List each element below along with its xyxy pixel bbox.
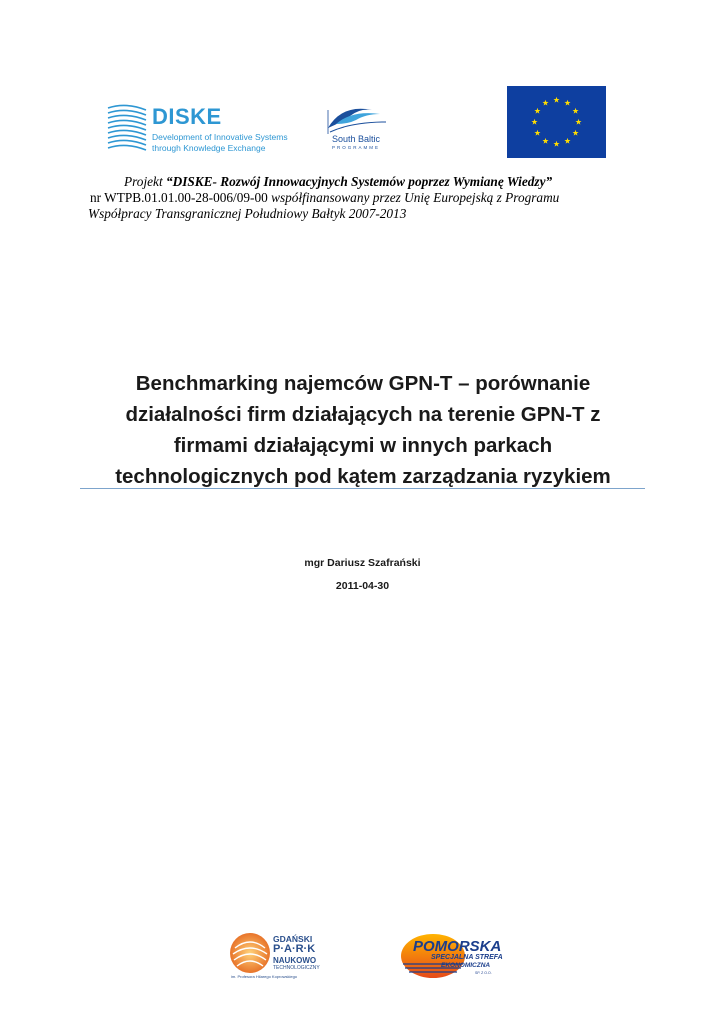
project-cofinanced: współfinansowany przez Unię Europejską z Programu: [271, 190, 560, 205]
project-line-3: [88, 206, 406, 222]
project-prefix: Projekt: [124, 174, 166, 189]
eu-star-icon: [575, 119, 581, 125]
title-line-3: firmami działającymi w innych parkach: [173, 434, 553, 457]
project-number: nr WTPB.01.01.00-28-006/09-00: [90, 190, 272, 205]
gpnt-line-5: im. Profesora Hilarego Koprowskiego: [231, 974, 298, 979]
gpnt-line-4: TECHNOLOGICZNY: [273, 965, 320, 971]
title-line-4: technologicznych pod kątem zarządzania ryzykiem: [115, 465, 611, 488]
eu-star-icon: [534, 108, 540, 114]
gpnt-line-1: GDAŃSKI: [273, 934, 313, 944]
diske-wave-icon: [106, 104, 148, 154]
eu-star-icon: [531, 119, 537, 125]
psse-line-1: POMORSKA: [413, 938, 502, 955]
psse-logo: [399, 930, 523, 980]
eu-star-icon: [573, 108, 579, 114]
author: mgr Dariusz Szafrański: [304, 557, 421, 569]
document-date: 2011-04-30: [335, 580, 390, 592]
eu-star-icon: [564, 138, 570, 144]
diske-wordmark: DISKE: [152, 104, 222, 129]
diske-logo: [106, 104, 288, 158]
eu-star-icon: [573, 130, 579, 136]
eu-star-icon: [553, 141, 559, 147]
title-divider: [80, 488, 645, 489]
diske-tagline-1: Development of Innovative Systems: [152, 132, 288, 142]
gpnt-sun-icon: [227, 930, 273, 976]
south-baltic-name: South Baltic: [332, 134, 381, 144]
south-baltic-swoosh-icon: [322, 100, 394, 134]
project-programme: Współpracy Transgranicznej Południowy Bałtyk 2007-2013: [88, 206, 407, 221]
eu-stars: [507, 86, 606, 158]
eu-star-icon: [564, 100, 570, 106]
eu-star-icon: [534, 130, 540, 136]
diske-tagline-2: through Knowledge Exchange: [152, 143, 266, 153]
eu-flag-icon: [507, 86, 606, 158]
psse-line-3: EKONOMICZNA: [441, 962, 491, 969]
title-line-2: działalności firm działających na terenie GPN-T z: [125, 403, 601, 426]
psse-line-2: SPECJALNA STREFA: [431, 954, 503, 961]
project-title: “DISKE- Rozwój Innowacyjnych Systemów poprzez Wymianę Wiedzy”: [165, 174, 553, 189]
document-title: [80, 368, 646, 492]
eu-star-icon: [553, 97, 559, 103]
south-baltic-logo: [322, 100, 394, 160]
project-line-1: [124, 174, 552, 190]
title-line-1: Benchmarking najemców GPN-T – porównanie: [135, 372, 591, 395]
eu-star-icon: [542, 100, 548, 106]
eu-star-icon: [542, 138, 548, 144]
gpnt-line-3: NAUKOWO: [273, 956, 317, 965]
gpnt-line-2: P·A·R·K: [273, 943, 316, 955]
project-line-2: [90, 190, 559, 206]
south-baltic-subtitle: PROGRAMME: [332, 145, 381, 150]
gpnt-logo: [225, 930, 350, 982]
psse-line-4: SP. Z O.O.: [475, 971, 492, 975]
